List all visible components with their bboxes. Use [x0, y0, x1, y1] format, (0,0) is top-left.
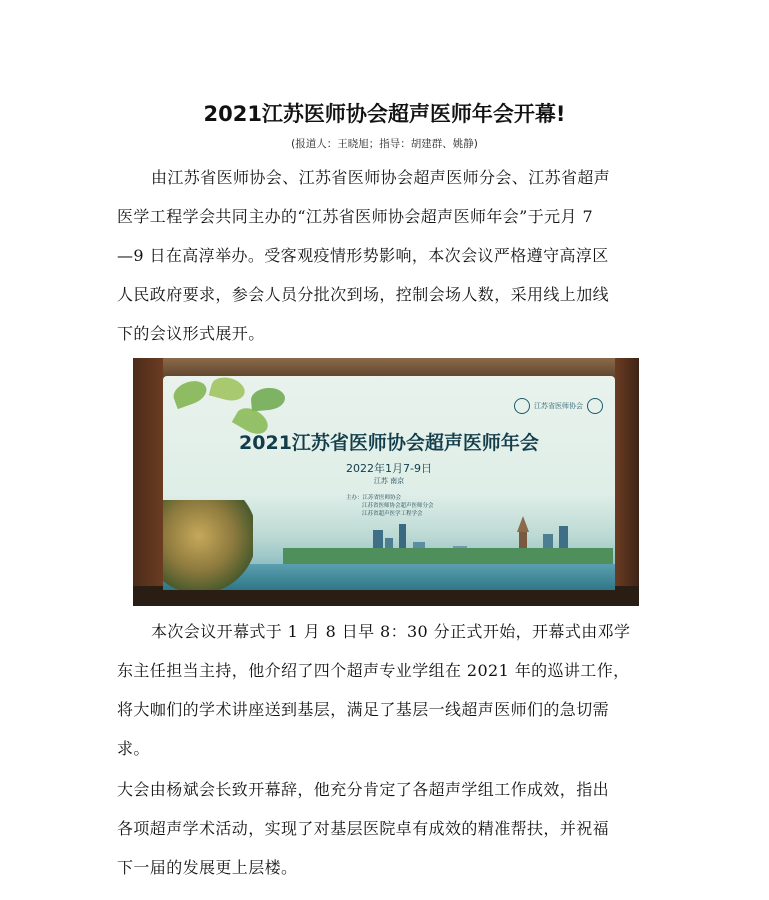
paragraph-line: 下一届的发展更上层楼。 [117, 858, 298, 877]
photo-wall-left [133, 358, 163, 606]
organizer-line: 江苏省医师协会超声医师分会 [362, 503, 434, 509]
photo-wall-right [615, 358, 639, 606]
ginkgo-leaf-icon [250, 387, 286, 412]
logo-text: 江苏省医师协会 [534, 402, 583, 410]
led-screen [163, 376, 615, 590]
paragraph-line: 求。 [117, 739, 150, 758]
paragraph-line: 医学工程学会共同主办的“江苏省医师协会超声医师年会”于元月 7 [117, 207, 594, 226]
conference-photo [133, 358, 639, 606]
ginkgo-leaf-icon [209, 374, 248, 404]
autumn-tree [163, 500, 253, 590]
paragraph-intro [117, 158, 654, 353]
paragraph-line: 大会由杨斌会长致开幕辞，他充分肯定了各超声学组工作成效，指出 [117, 780, 610, 799]
paragraph-line: 将大咖们的学术讲座送到基层，满足了基层一线超声医师们的急切需 [117, 700, 610, 719]
paragraph-line: 人民政府要求，参会人员分批次到场，控制会场人数，采用线上加线 [117, 285, 610, 304]
organizer-line: 江苏省超声医学工程学会 [362, 511, 423, 517]
paragraph-line: 下的会议形式展开。 [117, 324, 265, 343]
screen-place: 江苏 南京 [373, 477, 405, 485]
seal-icon [514, 398, 530, 414]
seal-icon [587, 398, 603, 414]
ginkgo-leaf-icon [170, 377, 209, 409]
screen-title: 2021江苏省医师协会超声医师年会 [239, 432, 539, 454]
paragraph-line: —9 日在高淳举办。受客观疫情形势影响，本次会议严格遵守高淳区 [117, 246, 609, 265]
association-logo [514, 398, 603, 414]
paragraph-line: 各项超声学术活动，实现了对基层医院卓有成效的精准帮扶，并祝福 [117, 819, 610, 838]
article-byline: (报道人：王晓旭；指导：胡建群、姚静) [291, 138, 478, 150]
article-title: 2021江苏医师协会超声医师年会开幕! [203, 102, 566, 126]
screen-date: 2022年1月7-9日 [346, 462, 432, 475]
paragraph-line: 本次会议开幕式于 1 月 8 日早 8：30 分正式开始，开幕式由邓学 [151, 622, 631, 641]
paragraph-line: 东主任担当主持，他介绍了四个超声专业学组在 2021 年的巡讲工作， [117, 661, 630, 680]
paragraph-opening [117, 612, 654, 768]
paragraph-speech [117, 770, 654, 887]
organizer-line: 主办：江苏省医师协会 [346, 495, 402, 501]
paragraph-line: 由江苏省医师协会、江苏省医师协会超声医师分会、江苏省超声 [151, 168, 611, 187]
